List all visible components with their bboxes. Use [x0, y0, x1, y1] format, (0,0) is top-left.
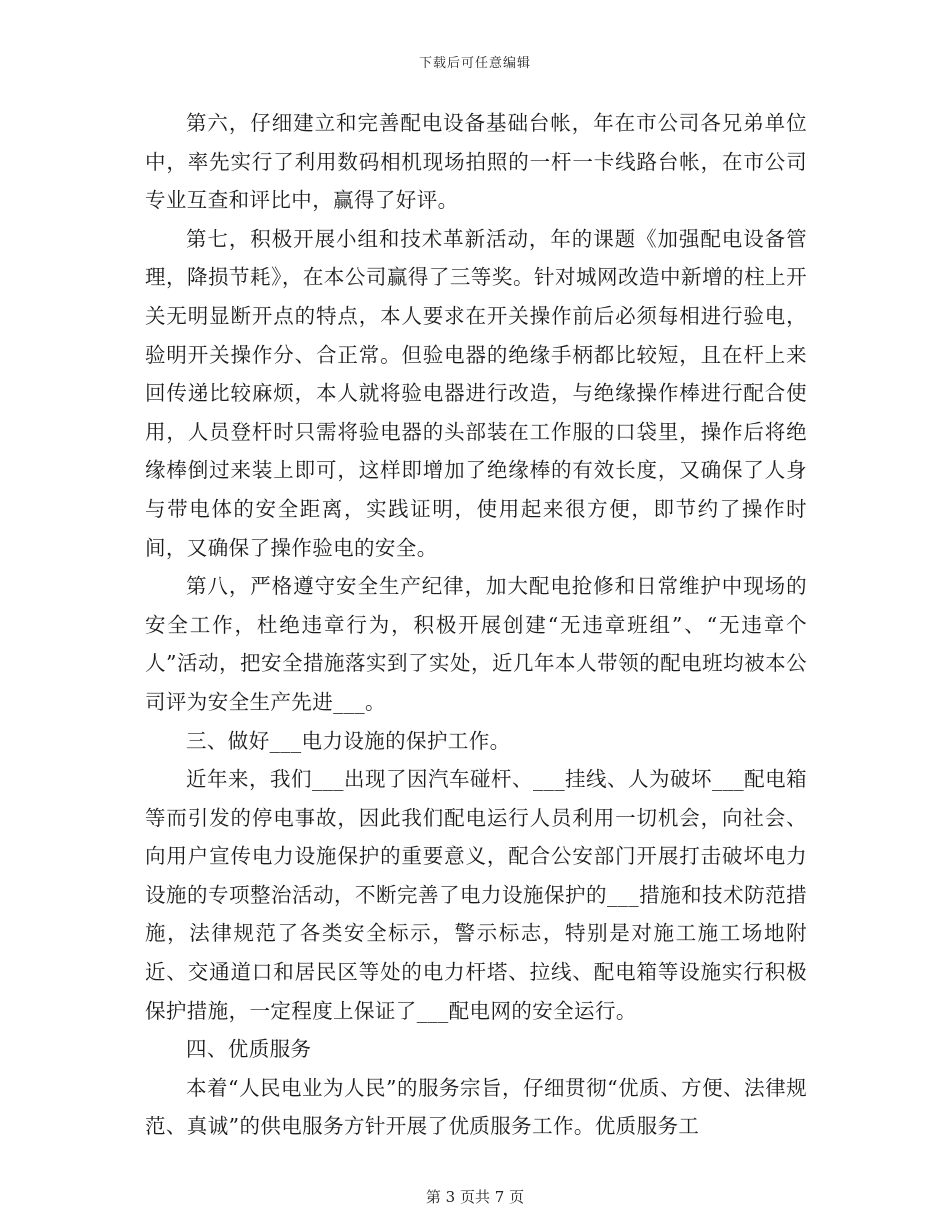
section-heading-4: 四、优质服务 [186, 1037, 312, 1062]
paragraph-6: 第六，仔细建立和完善配电设备基础台帐，年在市公司各兄弟单位中，率先实行了利用数码相机现场拍照的一杆一卡线路台帐，在市公司专业互查和评比中，赢得了好评。 [145, 111, 807, 213]
paragraph-service: 本着“人民电业为人民”的服务宗旨，仔细贯彻“优质、方便、法律规范、真诚”的供电服务方针开展了优质服务工作。优质服务工 [145, 1075, 807, 1139]
section-heading-3: 三、做好___电力设施的保护工作。 [186, 728, 511, 753]
paragraph-8: 第八，严格遵守安全生产纪律，加大配电抢修和日常维护中现场的安全工作，杜绝违章行为，积极开展创建“无违章班组”、“无违章个人”活动，把安全措施落实到了实处，近几年本人带领的配电班均被本公司评为安全生产先进___。 [145, 574, 807, 714]
page-number: 第 3 页共 7 页 [425, 1188, 525, 1206]
paragraph-7: 第七，积极开展小组和技术革新活动，年的课题《加强配电设备管理，降损节耗》，在本公司赢得了三等奖。针对城网改造中新增的柱上开关无明显断开点的特点，本人要求在开关操作前后必须每相进行验电，验明开关操作分、合正常。但验电器的绝缘手柄都比较短，且在杆上来回传递比较麻烦，本人就将验电器进行改造，与绝缘操作棒进行配合使用，人员登杆时只需将验电器的头部装在工作服的口袋里，操作后将绝缘棒倒过来装上即可，这样即增加了绝缘棒的有效长度，又确保了人身与带电体的安全距离，实践证明，使用起来很方便，即节约了操作时间，又确保了操作验电的安全。 [145, 226, 807, 560]
document-body [145, 104, 807, 1146]
paragraph-protection: 近年来，我们___出现了因汽车碰杆、___挂线、人为破坏___配电箱等而引发的停电事故，因此我们配电运行人员利用一切机会，向社会、向用户宣传电力设施保护的重要意义，配合公安部门开展打击破坏电力设施的专项整治活动，不断完善了电力设施保护的___措施和技术防范措施，法律规范了各类安全标示，警示标志，特别是对施工施工场地附近、交通道口和居民区等处的电力杆塔、拉线、配电箱等设施实行积极保护措施，一定程度上保证了___配电网的安全运行。 [145, 767, 807, 1023]
page-header: 下载后可任意编辑 [418, 56, 531, 71]
